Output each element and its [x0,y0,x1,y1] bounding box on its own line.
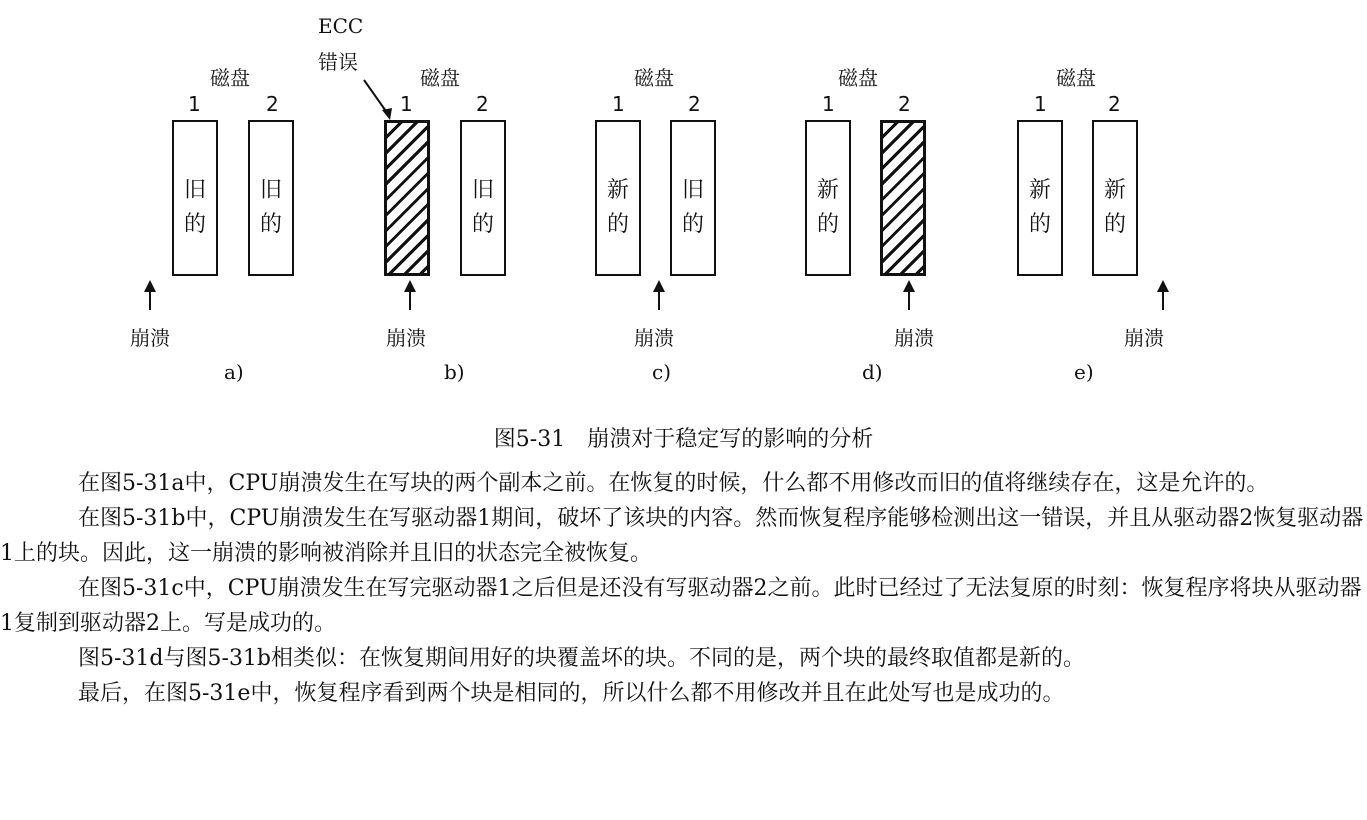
ecc-error-label: 错误 [318,50,358,74]
disk-2-value: 新的 [1103,178,1126,237]
subfigure-label: b) [444,360,465,384]
paragraph: 在图5-31b中，CPU崩溃发生在写驱动器1期间，破坏了该块的内容。然而恢复程序能够检测出这一错误，并且从驱动器2恢复驱动器1上的块。因此，这一崩溃的影响被消除并且旧的状态完全被恢复。 [0,506,1364,566]
disk-2 [670,120,716,276]
disk-2 [1092,120,1138,276]
crash-arrow-icon [1162,282,1164,310]
crash-label: 崩溃 [386,326,426,350]
crash-label: 崩溃 [634,326,674,350]
disk-1 [172,120,218,276]
disk-1 [805,120,851,276]
disk-label: 磁盘 [420,66,460,90]
disk-label: 磁盘 [210,66,250,90]
disk-1-value: 新的 [816,178,839,237]
subfigure-label: d) [862,360,883,384]
disk-number-1: 1 [612,92,625,116]
disk-number-1: 1 [400,92,413,116]
subfigure-label: e) [1074,360,1094,384]
crash-arrow-icon [149,282,151,310]
ecc-label: ECC [318,14,364,38]
paragraph: 最后，在图5-31e中，恢复程序看到两个块是相同的，所以什么都不用修改并且在此处写也是成功的。 [78,681,1065,706]
paragraph: 在图5-31a中，CPU崩溃发生在写块的两个副本之前。在恢复的时候，什么都不用修改而旧的值将继续存在，这是允许的。 [78,471,1269,496]
body-text [0,466,1367,711]
disk-2 [460,120,506,276]
panel-c [542,0,782,400]
disk-label: 磁盘 [634,66,674,90]
disk-label: 磁盘 [838,66,878,90]
disk-number-1: 1 [1034,92,1047,116]
crash-label: 崩溃 [894,326,934,350]
panel-e [962,0,1202,400]
disk-1 [595,120,641,276]
disk-1-corrupted [384,120,430,276]
disk-number-1: 1 [188,92,201,116]
disk-number-2: 2 [266,92,279,116]
panel-a [120,0,360,400]
disk-number-2: 2 [898,92,911,116]
disk-number-2: 2 [688,92,701,116]
disk-1-value: 新的 [606,178,629,237]
subfigure-label: a) [224,360,244,384]
subfigure-label: c) [652,360,672,384]
disk-number-1: 1 [822,92,835,116]
disk-1-value: 新的 [1028,178,1051,237]
disk-1-value: 旧的 [183,178,206,237]
crash-arrow-icon [409,282,411,310]
paragraph: 图5-31d与图5-31b相类似：在恢复期间用好的块覆盖坏的块。不同的是，两个块的最终取值都是新的。 [78,646,1086,671]
disk-2-value: 旧的 [681,178,704,237]
crash-label: 崩溃 [1124,326,1164,350]
disk-number-2: 2 [476,92,489,116]
panel-d [752,0,992,400]
crash-arrow-icon [658,282,660,310]
disk-number-2: 2 [1108,92,1121,116]
panel-b [330,0,570,400]
disk-2 [248,120,294,276]
disk-2-value: 旧的 [259,178,282,237]
disk-2-corrupted [880,120,926,276]
disk-1 [1017,120,1063,276]
crash-label: 崩溃 [130,326,170,350]
paragraph: 在图5-31c中，CPU崩溃发生在写完驱动器1之后但是还没有写驱动器2之前。此时已经过了无法复原的时刻：恢复程序将块从驱动器1复制到驱动器2上。写是成功的。 [0,576,1362,636]
disk-2-value: 旧的 [471,178,494,237]
disk-label: 磁盘 [1056,66,1096,90]
figure-caption: 图5-31 崩溃对于稳定写的影响的分析 [493,427,874,452]
crash-arrow-icon [908,282,910,310]
